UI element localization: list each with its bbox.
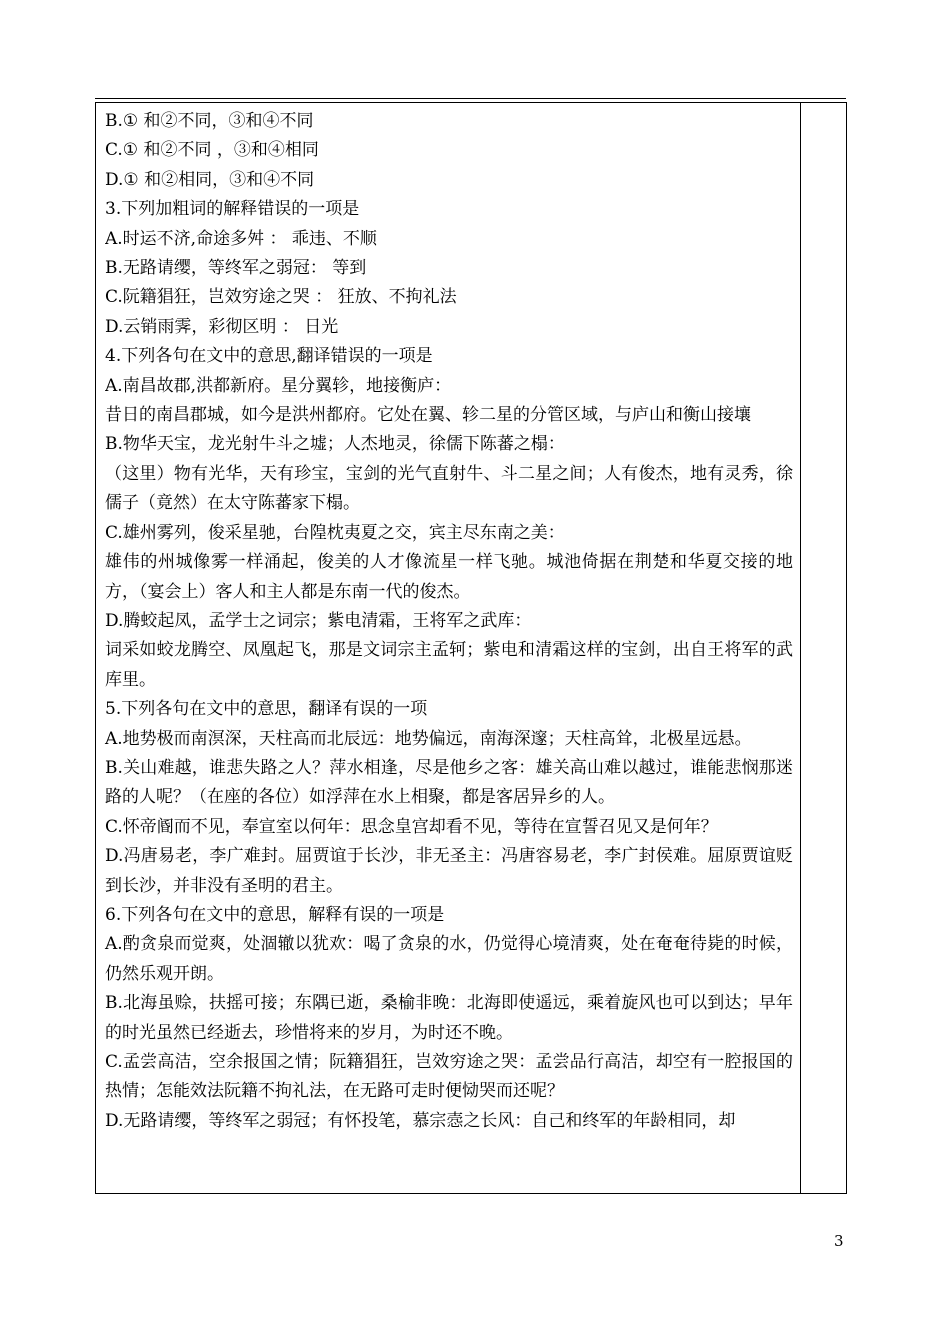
- option-paragraph: A.地势极而南溟深，天柱高而北辰远：地势偏远，南海深邃；天柱高耸，北极星远悬。: [105, 728, 752, 749]
- option-line: B.无路请缨，等终军之弱冠： 等到: [105, 258, 367, 279]
- option-line: A.时运不济,命途多舛 ： 乖违、不顺: [105, 228, 377, 249]
- option-line: C.雄州雾列，俊采星驰，台隍枕夷夏之交，宾主尽东南之美：: [105, 522, 565, 543]
- option-line: D.腾蛟起凤，孟学士之词宗；紫电清霜，王将军之武库：: [105, 610, 532, 631]
- option-line: A.南昌故郡,洪都新府。星分翼轸，地接衡庐：: [105, 375, 452, 396]
- header-rule: [95, 98, 846, 99]
- table-column-divider: [800, 103, 801, 1193]
- question-heading: 3.下列加粗词的解释错误的一项是: [105, 199, 360, 220]
- option-line: D.① 和②相同，③和④不同: [105, 169, 315, 190]
- translation-paragraph: 雄伟的州城像雾一样涌起，俊美的人才像流星一样飞驰。城池倚据在荆楚和华夏交接的地方，（宴会上）客人和主人都是东南一代的俊杰。: [105, 552, 793, 602]
- option-line: C.怀帝阍而不见，奉宣室以何年：思念皇宫却看不见，等待在宣誓召见又是何年？: [105, 816, 718, 837]
- question-heading: 4.下列各句在文中的意思,翻译错误的一项是: [105, 346, 433, 367]
- option-paragraph: D.冯唐易老，李广难封。屈贾谊于长沙，非无圣主：冯唐容易老，李广封侯难。屈原贾谊贬到长沙，并非没有圣明的君主。: [105, 846, 793, 896]
- translation-paragraph: 昔日的南昌郡城，如今是洪州都府。它处在翼、轸二星的分管区域，与庐山和衡山接壤: [105, 405, 751, 426]
- question-heading: 6.下列各句在文中的意思，解释有误的一项是: [105, 904, 445, 925]
- question-table: [95, 102, 847, 1194]
- option-line: D.无路请缨，等终军之弱冠；有怀投笔，慕宗悫之长风：自己和终军的年龄相同，却: [105, 1110, 736, 1131]
- option-paragraph: B.北海虽赊，扶摇可接；东隅已逝，桑榆非晚：北海即使遥远，乘着旋风也可以到达；早年的时光虽然已经逝去，珍惜将来的岁月，为时还不晚。: [105, 993, 793, 1043]
- translation-paragraph: （这里）物有光华，天有珍宝，宝剑的光气直射牛、斗二星之间；人有俊杰，地有灵秀，徐儒子（竟然）在太守陈蕃家下榻。: [105, 463, 793, 514]
- option-paragraph: B.关山难越，谁悲失路之人？萍水相逢，尽是他乡之客：雄关高山难以越过，谁能悲悯那迷路的人呢？（在座的各位）如浮萍在水上相聚，都是客居异乡的人。: [105, 757, 793, 808]
- option-line: B.物华天宝，龙光射牛斗之墟；人杰地灵，徐儒下陈蕃之榻：: [105, 434, 565, 455]
- page-number: 3: [834, 1232, 844, 1250]
- question-content: [105, 107, 793, 1136]
- option-line: C.阮籍猖狂，岂效穷途之哭 ： 狂放、不拘礼法: [105, 287, 457, 308]
- option-line: D.云销雨霁，彩彻区明 ： 日光: [105, 316, 339, 337]
- translation-paragraph: 词采如蛟龙腾空、凤凰起飞，那是文词宗主孟轲；紫电和清霜这样的宝剑，出自王将军的武库里。: [105, 640, 793, 690]
- option-paragraph: A.酌贪泉而觉爽，处涸辙以犹欢：喝了贪泉的水，仍觉得心境清爽，处在奄奄待毙的时候，仍然乐观开朗。: [105, 934, 793, 984]
- option-line: B.① 和②不同，③和④不同: [105, 111, 314, 131]
- option-line: C.① 和②不同 ，③和④相同: [105, 140, 319, 161]
- option-paragraph: C.孟尝高洁，空余报国之情；阮籍猖狂，岂效穷途之哭：孟尝品行高洁，却空有一腔报国的热情；怎能效法阮籍不拘礼法，在无路可走时便恸哭而还呢？: [105, 1052, 793, 1102]
- question-heading: 5.下列各句在文中的意思，翻译有误的一项: [105, 699, 428, 720]
